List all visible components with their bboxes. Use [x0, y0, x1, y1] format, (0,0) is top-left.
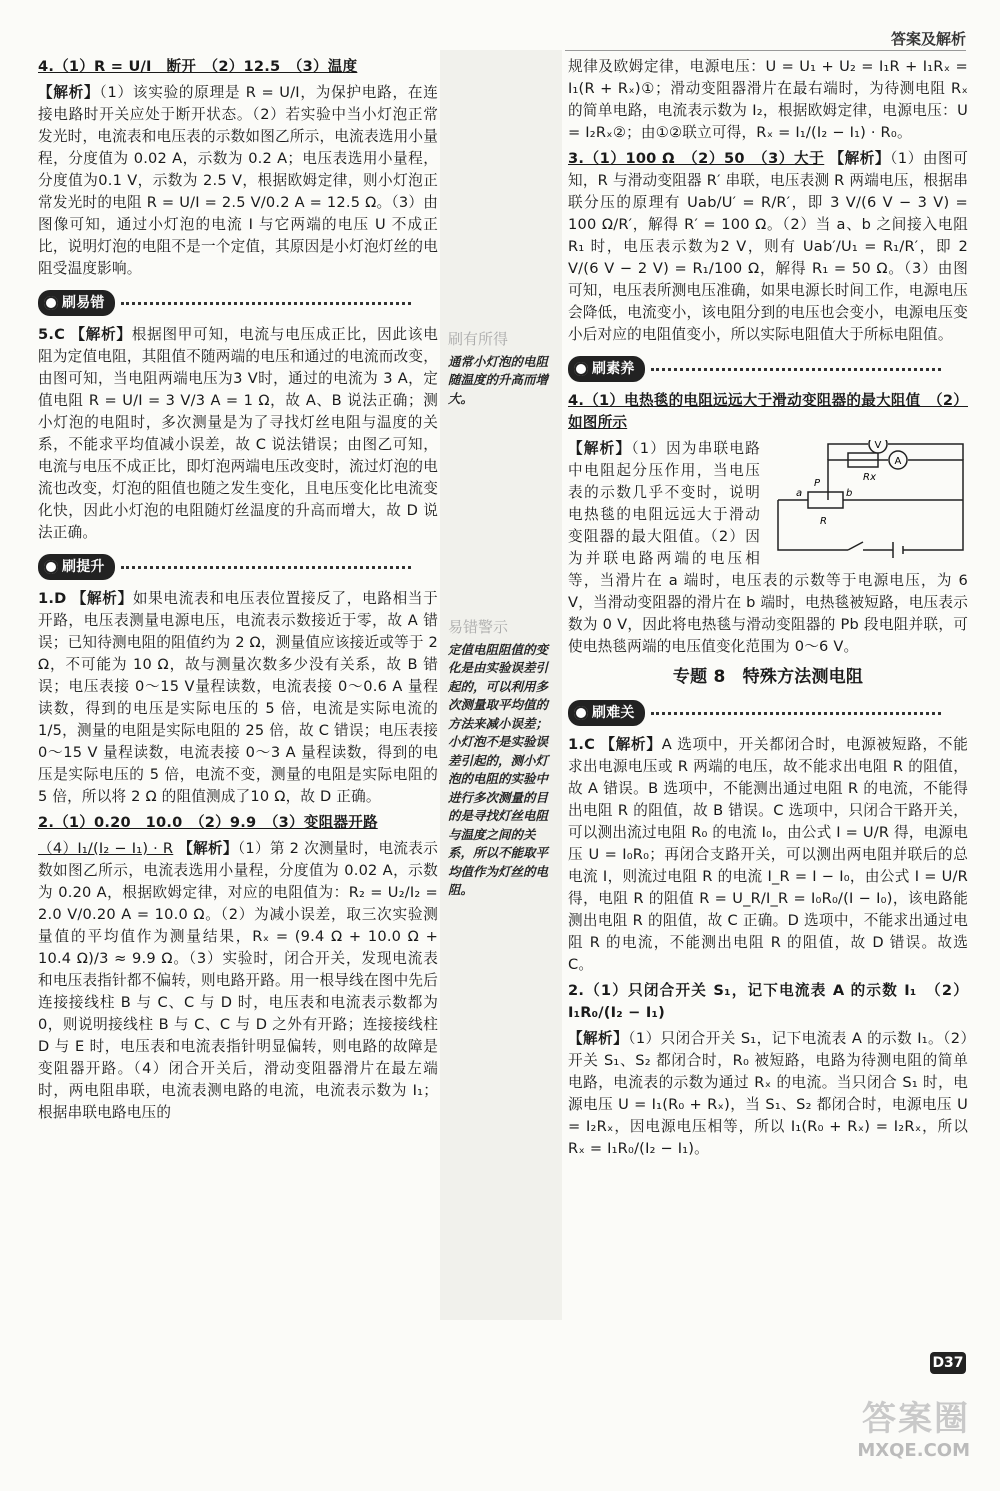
sidebar-note-gain-head: 刷有所得	[448, 330, 509, 348]
circuit-label-a-end: a	[796, 488, 803, 499]
q4r-answer: 4.（1）电热毯的电阻远远大于滑动变阻器的最大阻值 （2）如图所示	[568, 392, 968, 431]
q4-analysis: 【解析】（1）该实验的原理是 R = U/I，为保护电路，在连接电路时开关应处于断开状态。（2）若实验中当小灯泡正常发光时，电流表和电压表的示数如图乙所示，电流表选用小量程，分度值为 0.02 A，示数为 0.2 A；电压表选用小量程，分度值为0.1 V，示数为 2.5 V，根据欧姆定律，则小灯泡正常发光时的电阻 R = U/I = 2.5 V/0.2 A = 12.5 Ω。（3）由图像可知，通过小灯泡的电流 I 与它两端的电压 U 不成正比，说明灯泡的电阻不是一个定值，其原因是小灯泡灯丝的电阻受温度影响。	[38, 84, 438, 277]
tag-easy-mistake: 刷易错	[38, 290, 411, 316]
left-column	[38, 56, 438, 1128]
q3-answer-analysis: 3.（1）100 Ω （2）50 （3）大于 【解析】（1）由图可知，R 与滑动变阻器 R′ 串联，电压表测 R 两端电压，根据串联分压的原理有 Uab/U′ = R/R′，即 3 V/(6 V − 3 V) = 100 Ω/R′，解得 R′ = 100 Ω。（2）当 a、b 之间接入电阻 R₁ 时，电压表示数为2 V，则有 Uab′/U₁ = R₁/R′，即 2 V/(6 V − 2 V) = R₁/100 Ω，解得 R₁ = 50 Ω。（3）由图可知，电压表所测电压准确，如果电源长时间工作，电源电压会降低，电流变小，该电阻分到的电压也会变小，电源电压变小后对应的电阻值变小，所以实际电阻值大于所标电阻值。	[568, 150, 968, 343]
sidebar-note-warning-head: 易错警示	[448, 618, 509, 636]
watermark-logo: 答案圈	[862, 1399, 970, 1439]
q1r-answer-analysis: 1.C 【解析】A 选项中，开关都闭合时，电源被短路，不能求出电源电压或 R 两端的电压，故不能求出电阻 R 的阻值，故 A 错误。B 选项中，不能测出通过电阻 R 的电流，不能得出电阻 R 的阻值，故 B 错误。C 选项中，只闭合干路开关，可以测出流过电阻 R₀ 的电流 I₀，由公式 I = U/R 得，电源电压 U = I₀R₀；再闭合支路开关，可以测出两电阻并联后的总电流 I，则流过电阻 R 的电流 I_R = I − I₀，由公式 I = U/R 得，电阻 R 的阻值 R = U_R/I_R = I₀R₀/(I − I₀)，该电路能测出电阻 R 的阻值，故 C 正确。D 选项中，不能求出通过电阻 R 的电流，不能测出电阻 R 的阻值，故 D 错误。故选 C。	[568, 736, 968, 973]
header-rule	[565, 50, 966, 51]
tag-literacy: 刷素养	[568, 356, 941, 382]
tag-improve: 刷提升	[38, 554, 411, 580]
sidebar-note-warning-text: 定值电阻阻值的变化是由实验误差引起的，可以利用多次测量取平均值的方法来减小误差；小灯泡不是实验误差引起的，测小灯泡的电阻的实验中进行多次测量的目的是寻找灯丝电阻与温度之间的关系，所以不能取平均值作为灯丝的电阻。	[448, 641, 549, 897]
q5-answer-analysis: 5.C 【解析】根据图甲可知，电流与电压成正比，因此该电阻为定值电阻，其阻值不随两端的电压和通过的电流而改变，由图可知，当电阻两端电压为3 V时，通过的电流为 3 A，定值电阻 R = U/I = 3 V/3 A = 1 Ω，故 A、B 说法正确；测小灯泡的电阻时，多次测量是为了寻找灯丝电阻与温度的关系，不能求平均值减小误差，故 C 说法错误；由图乙可知，电流与电压不成正比，即灯泡两端电压改变时，流过灯泡的电流也改变，灯泡的阻值也随之发生变化，且电压变化比电流变化快，因此小灯泡的电阻随灯丝温度的升高而增大，故 D 说法正确。	[38, 326, 438, 541]
circuit-label-v: V	[874, 440, 882, 451]
q2-answer: 2.（1）0.20 10.0 （2）9.9 （3）变阻器开路	[38, 814, 378, 831]
q4-answer: 4.（1）R = U/I 断开 （2）12.5 （3）温度	[38, 58, 358, 75]
continued-analysis: 规律及欧姆定律，电源电压：U = U₁ + U₂ = I₁R + I₁Rₓ = I₁(R + Rₓ)①；滑动变阻器滑片在最右端时，为待测电阻 Rₓ 的简单电路，电流表示数为 I₂，根据欧姆定律，电源电压：U = I₂Rₓ②；由①②联立可得，Rₓ = I₁/(I₂ − I₁) · R₀。	[568, 58, 968, 141]
sidebar-note-gain-text: 通常小灯泡的电阻随温度的升高而增大。	[448, 353, 549, 406]
watermark	[857, 1391, 970, 1461]
circuit-label-a: A	[894, 456, 902, 467]
page-number: D37	[930, 1352, 966, 1374]
sidebar-note-gain	[448, 330, 560, 408]
sidebar-note-warning	[448, 618, 560, 900]
tag-hard: 刷难关	[568, 700, 941, 726]
q1-answer-analysis: 1.D 【解析】如果电流表和电压表位置接反了，电路相当于开路，电压表测量电源电压，电流表示数接近于零，故 A 错误；已知待测电阻的阻值约为 2 Ω，测量值应该接近或等于 2 Ω，不可能为 10 Ω，故与测量次数多少没有关系，故 B 错误；电压表接 0～15 V量程读数，电流表接 0～0.6 A 量程读数，得到的电压是实际电压的 5 倍，电流是实际电流的 1/5，测量的电阻是实际电阻的 25 倍，故 C 错误；电压表接 0～15 V 量程读数，电流表接 0～3 A 量程读数，得到的电压是实际电压的 5 倍，电流不变，测量的电阻是实际电阻的 5 倍，所以将 2 Ω 的阻值测成了10 Ω，故 D 正确。	[38, 590, 438, 805]
circuit-label-r: R	[820, 516, 828, 527]
circuit-label-rx: Rx	[863, 472, 877, 483]
q4r-analysis: 【解析】（1）因为串联电路中电阻起分压作用，当电压表的示数几乎不变时，说明电热毯的电阻远远大于滑动变阻器的最大阻值。（2）因为并联电路两端的电压相等，当滑片在 a 端时，电压表的示数等于电源电压，为 6 V，当滑动变阻器的滑片在 b 端时，电热毯被短路，电压表示数为 0 V，因此将电热毯与滑动变阻器的 Pb 段电阻并联，可使电热毯两端的电压值变化范围为 0～6 V。	[568, 440, 968, 655]
right-column	[568, 56, 968, 1164]
watermark-site: MXQE.COM	[857, 1440, 970, 1461]
page-header-title: 答案及解析	[890, 30, 966, 48]
circuit-label-b-end: b	[846, 488, 853, 499]
circuit-label-p: P	[814, 478, 821, 489]
circuit-diagram	[768, 440, 968, 560]
q2r-answer: 2.（1）只闭合开关 S₁，记下电流表 A 的示数 I₁ （2）I₁R₀/(I₂ − I₁)	[568, 982, 968, 1021]
q2-analysis: （4）I₁/(I₂ − I₁) · R 【解析】（1）第 2 次测量时，电流表示数如图乙所示，电流表选用小量程，分度值为 0.02 A，示数为 0.20 A，根据欧姆定律，对应的电阻值为：R₂ = U₂/I₂ = 2.0 V/0.20 A = 10.0 Ω。（2）为减小误差，取三次实验测量值的平均值作为测量结果，Rₓ = (9.4 Ω + 10.0 Ω + 10.4 Ω)/3 ≈ 9.9 Ω。（3）实验时，闭合开关，发现电流表和电压表指针都不偏转，则电路开路。用一根导线在图中先后连接接线柱 B 与 C、C 与 D 时，电压表和电流表示数都为 0，则说明接线柱 B 与 C、C 与 D 之外有开路；连接接线柱 D 与 E 时，电压表和电流表指针明显偏转，则电路的故障是变阻器开路。（4）闭合开关后，滑动变阻器滑片在最左端时，两电阻串联，电流表测电路的电流，电流表示数为 I₁；根据串联电路电压的	[38, 840, 438, 1121]
q2r-analysis: 【解析】（1）只闭合开关 S₁，记下电流表 A 的示数 I₁。（2）开关 S₁、S₂ 都闭合时，R₀ 被短路，电路为待测电阻的简单电路，电流表的示数为通过 Rₓ 的电流。当只闭合 S₁ 时，电源电压 U = I₁(R₀ + Rₓ)，当 S₁、S₂ 都闭合时，电源电压 U = I₂Rₓ，因电源电压相等，所以 I₁(R₀ + Rₓ) = I₂Rₓ，所以 Rₓ = I₁R₀/(I₂ − I₁)。	[568, 1030, 968, 1157]
section-title: 专题 8 特殊方法测电阻	[672, 667, 864, 687]
